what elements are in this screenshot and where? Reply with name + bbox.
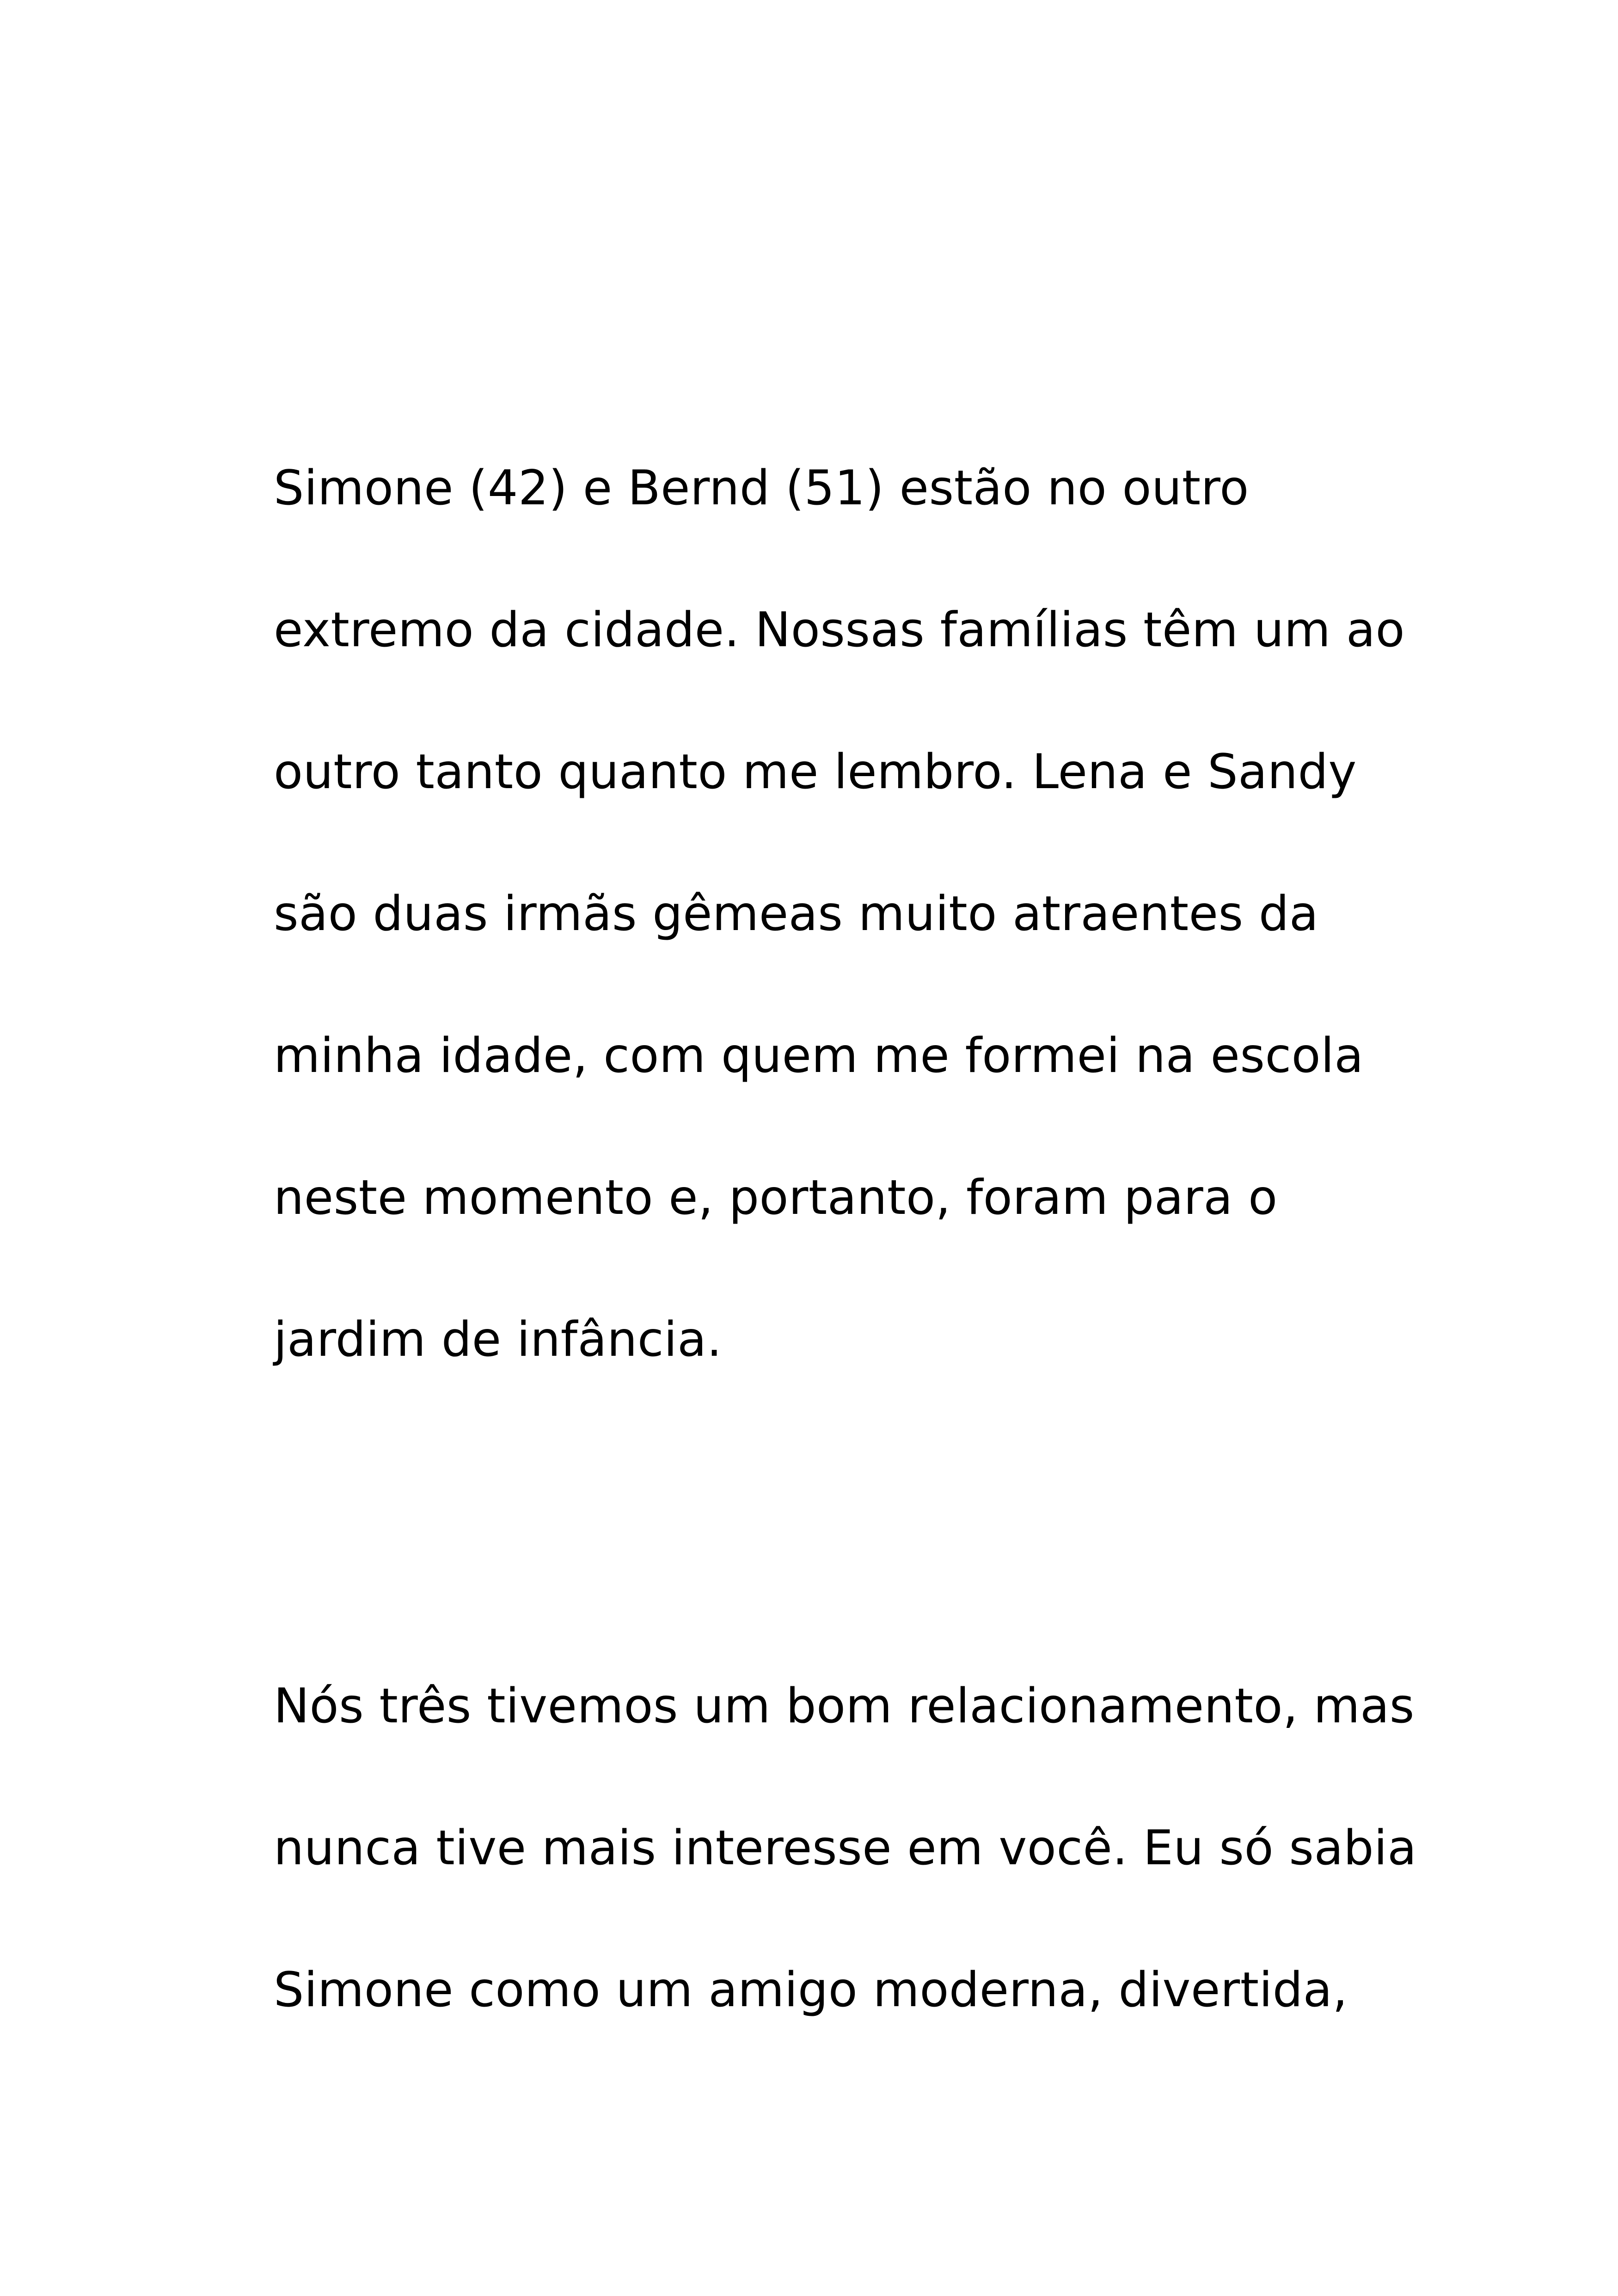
text-line: Simone (42) e Bernd (51) estão no outro — [274, 460, 1249, 516]
text-line: Nós três tivemos um bom relacionamento, mas — [274, 1678, 1415, 1734]
text-line: nunca tive mais interesse em você. Eu só sabia — [274, 1820, 1417, 1876]
text-line: minha idade, com quem me formei na escola — [274, 1028, 1364, 1084]
text-line: outro tanto quanto me lembro. Lena e Sandy — [274, 744, 1357, 800]
text-line: são duas irmãs gêmeas muito atraentes da — [274, 886, 1319, 942]
text-line: neste momento e, portanto, foram para o — [274, 1170, 1278, 1225]
text-line: Simone como um amigo moderna, divertida, — [274, 1962, 1348, 2018]
text-line: extremo da cidade. Nossas famílias têm um ao — [274, 602, 1405, 658]
text-line: jardim de infância. — [274, 1312, 722, 1367]
